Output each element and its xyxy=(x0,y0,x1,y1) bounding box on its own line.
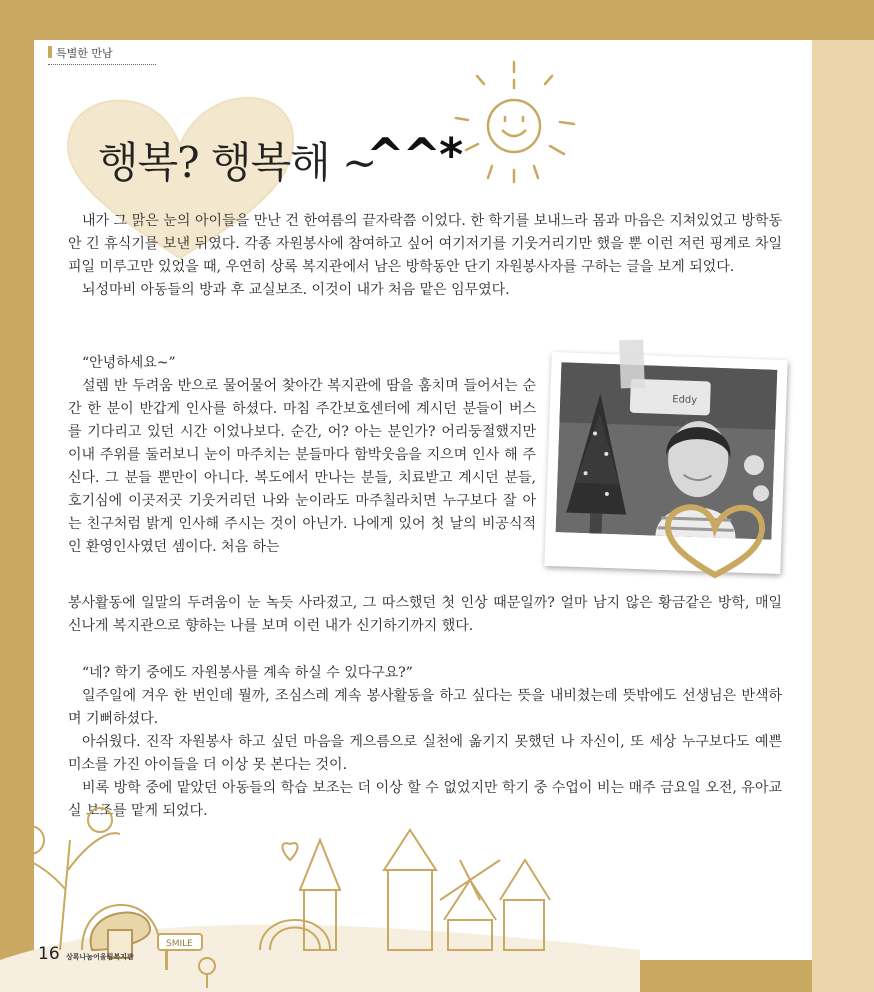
illustration-sign-text: SMILE xyxy=(166,939,193,949)
page-number: 16 xyxy=(38,944,60,964)
paragraph: 일주일에 겨우 한 번인데 뭘까, 조심스레 계속 봉사활동을 하고 싶다는 뜻을 내비쳤는데 뜻밖에도 선생님은 반색하며 기뻐하셨다. xyxy=(68,688,782,727)
photo-sign-text: Eddy xyxy=(672,394,698,407)
quote: “안녕하세요~” xyxy=(82,355,176,371)
page-title: 행복? 행복해 ~ xyxy=(98,138,377,187)
closing-text xyxy=(68,662,782,823)
sun-icon xyxy=(452,58,582,188)
title-decoration: ^^* xyxy=(366,128,462,182)
publication-name: 상록나눔어울림복지관 xyxy=(66,953,134,961)
right-margin-strip xyxy=(812,40,874,992)
paragraph: 비록 방학 중에 맡았던 아동들의 학습 보조는 더 이상 할 수 없었지만 학기 중 수업이 비는 매주 금요일 오전, 유아교실 보조를 맡게 되었다. xyxy=(68,780,782,819)
continued-text xyxy=(68,592,782,638)
quote: “네? 학기 중에도 자원봉사를 계속 하실 수 있다구요?” xyxy=(82,665,413,681)
middle-text xyxy=(68,352,536,559)
section-label: 특별한 만남 xyxy=(48,45,156,65)
paragraph: 내가 그 맑은 눈의 아이들을 만난 건 한여름의 끝자락쯤 이었다. 한 학기를 보내느라 몸과 마음은 지쳐있었고 방학동안 긴 휴식기를 보낸 뒤였다. 각종 자원봉사에 참여하고 싶어 여기저기를 기웃거리기만 했을 뿐 이런 저런 핑계로 차일피일 미루고만 있었을 때, 우연히 상록 복지관에서 남은 방학동안 단기 자원봉사자를 구하는 글을 보게 되었다. xyxy=(68,213,782,275)
heart-outline-icon xyxy=(660,500,770,580)
tape xyxy=(619,340,645,389)
paragraph: 봉사활동에 일말의 두려움이 눈 녹듯 사라졌고, 그 따스했던 첫 인상 때문일까? 얼마 남지 않은 황금같은 방학, 매일 신나게 복지관으로 향하는 나를 보며 이런 내가 신기하기까지 했다. xyxy=(68,595,782,634)
intro-text xyxy=(68,210,782,302)
town-illustration xyxy=(0,800,640,992)
paragraph: 뇌성마비 아동들의 방과 후 교실보조. 이것이 내가 처음 맡은 임무였다. xyxy=(82,282,510,298)
paragraph: 설렘 반 두려움 반으로 물어물어 찾아간 복지관에 땀을 훔치며 들어서는 순간 한 분이 반갑게 인사를 하셨다. 마침 주간보호센터에 계시던 분들이 버스를 기다리고 있던 시간 이었나보다. 순간, 어? 아는 분인가? 어리둥절했지만 이내 주위를 둘러보니 눈이 마주치는 분들마다 함박웃음을 지으며 인사 해 주신다. 그 분들 뿐만이 아니다. 복도에서 만나는 분들, 치료받고 계시던 분들, 호기심에 이곳저곳 기웃거리던 나와 눈이라도 마주칠라치면 누구보다 잘 아는 친구처럼 밝게 인사해 주시는 것이 아닌가. 나에게 있어 첫 날의 비공식적인 환영인사였던 셈이다. 처음 하는 xyxy=(68,378,536,555)
paragraph: 아쉬웠다. 진작 자원봉사 하고 싶던 마음을 게으름으로 실천에 옮기지 못했던 나 자신이, 또 세상 누구보다도 예쁜 미소를 가진 아이들을 더 이상 못 본다는 것이. xyxy=(68,734,782,773)
